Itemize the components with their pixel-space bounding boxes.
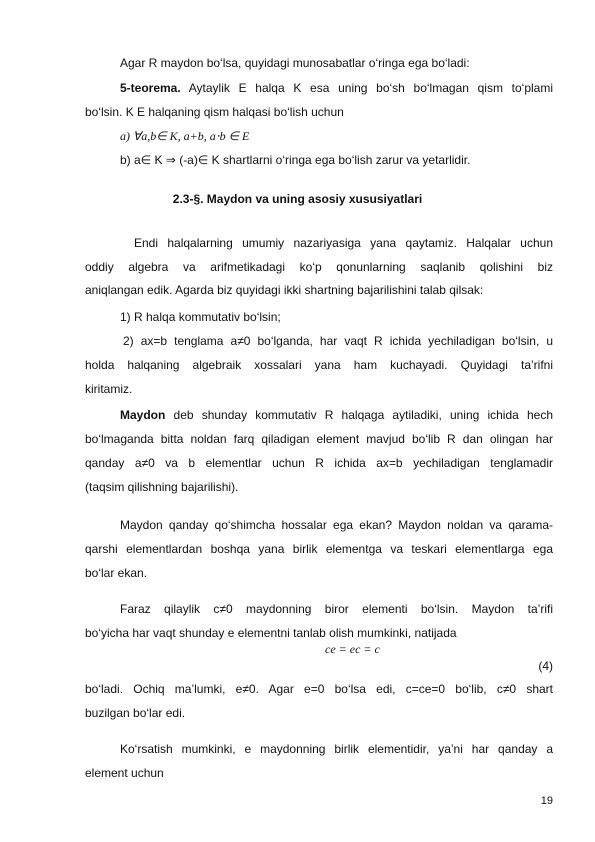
definition-line-3: qanday a≠0 va b elementlar uchun R ichida ax=b yechiladigan tenglamadir (85, 456, 553, 470)
definition-line-4: (taqsim qilishning bajarilishi). (85, 480, 239, 494)
theorem-text-1: Aytaylik E halqa K esa uning bo‘sh bo‘lmagan qism to‘plami (188, 81, 553, 95)
list-item-2-line-1: 2) ax=b tenglama a≠0 bo‘lganda, har vaqt R ichida yechiladigan bo‘lsin, u (123, 334, 553, 348)
definition-text-1: deb shunday kommutativ R halqaga aytiladiki, uning ichida hech (173, 408, 554, 422)
equation-number: (4) (538, 659, 553, 673)
definition-term: Maydon (120, 408, 166, 422)
paragraph-nonzero-line-1: bo‘ladi. Ochiq ma’lumki, e≠0. Agar e=0 bo‘lsa edi, c=ce=0 bo‘lib, c≠0 shart (85, 682, 553, 696)
list-item-1: 1) R halqa kommutativ bo‘lsin; (120, 310, 281, 324)
theorem-5-line-1 (120, 81, 553, 95)
paragraph-field-relations: Agar R maydon bo‘lsa, quyidagi munosabatlar o‘ringa ega bo‘ladi: (120, 56, 470, 70)
paragraph-unit-line-2: element uchun (85, 766, 164, 780)
definition-line-2: bo‘lmaganda bitta noldan farq qiladigan element mavjud bo‘lib R dan olingan har (85, 432, 553, 446)
paragraph-rings-line-3: aniqlangan edik. Agarda biz quyidagi ikki shartning bajarilishini talab qilsak: (85, 283, 484, 297)
list-item-2-line-3: kiritamiz. (85, 382, 133, 396)
theorem-label: 5-teorema. (120, 81, 181, 95)
page-number: 19 (540, 795, 553, 807)
list-item-2-line-2: holda halqaning algebraik xossalari yana ham kuchayadi. Quyidagi ta’rifni (85, 358, 553, 372)
paragraph-field-properties-line-3: bo‘lar ekan. (85, 566, 148, 580)
paragraph-assume-line-2: bo‘yicha har vaqt shunday e elementni tanlab olish mumkinki, natijada (85, 626, 457, 640)
equation: ce = ec = c (325, 642, 380, 656)
paragraph-field-properties-line-2: qarshi elementlardan boshqa yana birlik elementga va teskari elementlarga ega (85, 542, 553, 556)
paragraph-rings-line-2: oddiy algebra va arifmetikadagi ko‘p qonunlarning saqlanib qolishini biz (85, 260, 553, 274)
paragraph-unit-line-1: Ko‘rsatish mumkinki, e maydonning birlik elementidir, ya’ni har qanday a (120, 742, 553, 756)
definition-line-1 (120, 408, 553, 422)
paragraph-rings-line-1: Endi halqalarning umumiy nazariyasiga yana qaytamiz. Halqalar uchun (134, 236, 553, 250)
paragraph-assume-line-1: Faraz qilaylik c≠0 maydonning biror elementi bo‘lsin. Maydon ta’rifi (120, 602, 553, 616)
condition-b: b) a∈ K ⇒ (-a)∈ K shartlarni o‘ringa ega bo‘lish zarur va yetarlidir. (120, 153, 471, 167)
paragraph-field-properties-line-1: Maydon qanday qo‘shimcha hossalar ega ekan? Maydon noldan va qarama- (120, 518, 553, 532)
theorem-5-line-2: bo‘lsin. K E halqaning qism halqasi bo‘lish uchun (85, 105, 344, 119)
paragraph-nonzero-line-2: buzilgan bo‘lar edi. (85, 706, 186, 720)
condition-a: a) ∀a,b∈ K, a+b, a⋅b ∈ E (120, 129, 250, 143)
section-title: 2.3-§. Maydon va uning asosiy xususiyatlari (172, 192, 423, 206)
